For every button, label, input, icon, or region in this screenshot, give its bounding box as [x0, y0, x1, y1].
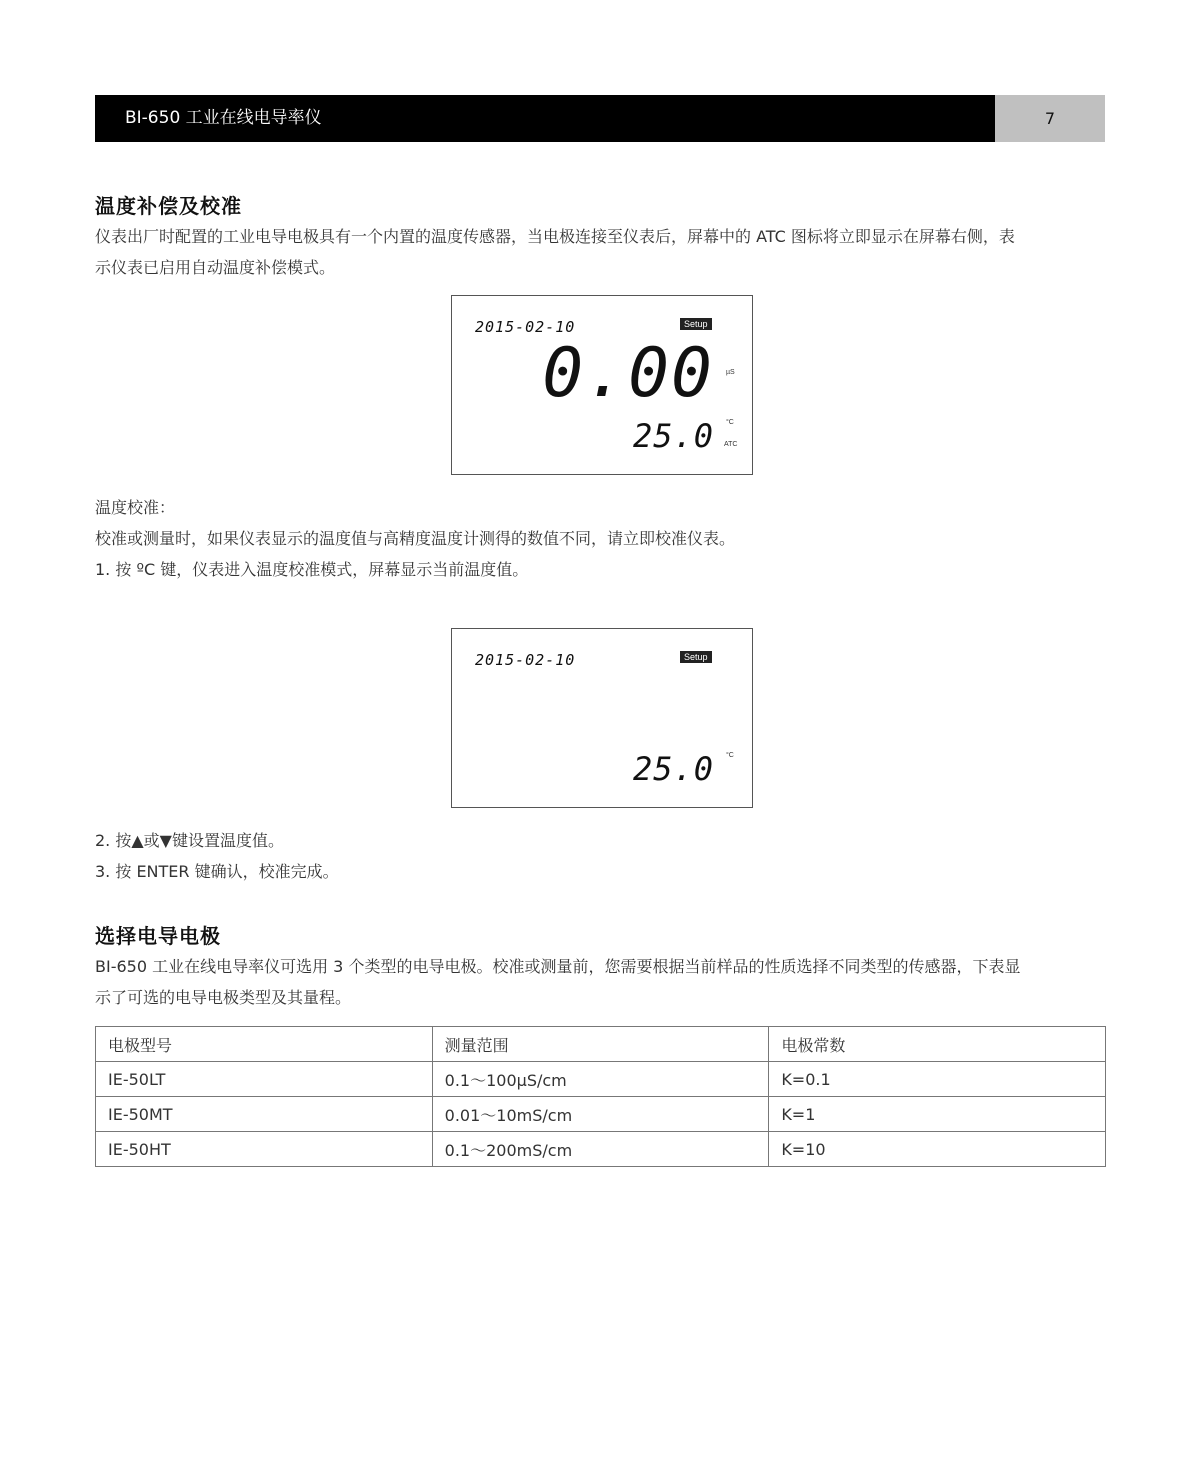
setup-badge: Setup	[680, 651, 712, 663]
table-cell: IE-50HT	[96, 1132, 433, 1167]
calibration-text	[95, 492, 1107, 585]
lcd-temp-unit: °C	[726, 419, 734, 426]
document-title: BI-650 工业在线电导率仪	[125, 108, 322, 128]
lcd-temp-unit: °C	[726, 752, 734, 759]
column-header: 电极常数	[769, 1027, 1106, 1062]
electrode-table	[95, 1026, 1106, 1167]
section-title-electrode: 选择电导电极	[95, 924, 221, 948]
table-row	[96, 1097, 1106, 1132]
calibration-step: 1. 按 ºC 键，仪表进入温度校准模式，屏幕显示当前温度值。	[95, 560, 529, 579]
table-cell: 0.1～100µS/cm	[432, 1062, 769, 1097]
intro-line: 示仪表已启用自动温度补偿模式。	[95, 258, 336, 277]
calibration-step: 3. 按 ENTER 键确认，校准完成。	[95, 862, 339, 881]
table-cell: K=10	[769, 1132, 1106, 1167]
column-header: 测量范围	[432, 1027, 769, 1062]
table-cell: IE-50MT	[96, 1097, 433, 1132]
electrode-paragraph	[95, 951, 1107, 1013]
lcd-temp-value: 25.0	[632, 417, 714, 455]
table-cell: 0.01～10mS/cm	[432, 1097, 769, 1132]
header-bar	[95, 95, 995, 142]
table-row	[96, 1132, 1106, 1167]
lcd-display-calibration	[451, 628, 753, 808]
lcd-main-unit: µS	[726, 369, 735, 376]
calibration-label: 温度校准：	[95, 498, 176, 517]
lcd-date: 2015-02-10	[475, 651, 576, 669]
table-row	[96, 1062, 1106, 1097]
calibration-step: 2. 按▲或▼键设置温度值。	[95, 831, 284, 850]
calibration-steps	[95, 825, 1107, 887]
column-header: 电极型号	[96, 1027, 433, 1062]
atc-indicator: ATC	[724, 441, 738, 448]
table-header-row	[96, 1027, 1106, 1062]
table-cell: 0.1～200mS/cm	[432, 1132, 769, 1167]
electrode-line: 示了可选的电导电极类型及其量程。	[95, 988, 352, 1007]
page-number: 7	[995, 95, 1105, 142]
lcd-main-value: 0.00	[542, 334, 714, 413]
setup-badge: Setup	[680, 318, 712, 330]
intro-line: 仪表出厂时配置的工业电导电极具有一个内置的温度传感器，当电极连接至仪表后，屏幕中的 ATC 图标将立即显示在屏幕右侧，表	[95, 227, 1015, 246]
section-title-temperature: 温度补偿及校准	[95, 194, 242, 218]
intro-paragraph	[95, 221, 1107, 283]
table-cell: K=0.1	[769, 1062, 1106, 1097]
table-cell: K=1	[769, 1097, 1106, 1132]
electrode-line: BI-650 工业在线电导率仪可选用 3 个类型的电导电极。校准或测量前，您需要根据当前样品的性质选择不同类型的传感器，下表显	[95, 957, 1021, 976]
calibration-desc: 校准或测量时，如果仪表显示的温度值与高精度温度计测得的数值不同，请立即校准仪表。	[95, 529, 736, 548]
lcd-date: 2015-02-10	[475, 318, 576, 336]
table-cell: IE-50LT	[96, 1062, 433, 1097]
lcd-display-measure	[451, 295, 753, 475]
lcd-temp-value: 25.0	[632, 750, 714, 788]
